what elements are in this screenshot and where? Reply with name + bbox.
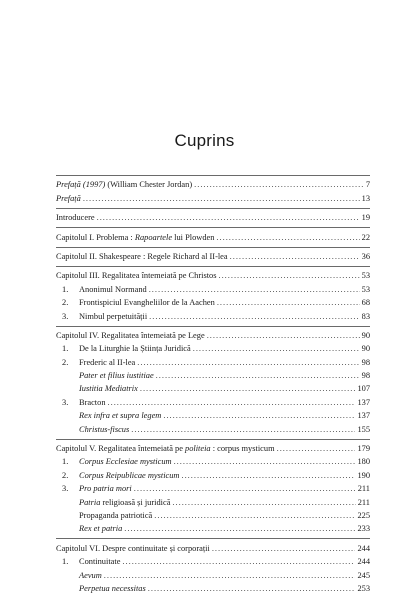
toc-entry-page: 155 [357,424,370,434]
toc-entry-title: Corpus Reipublicae mysticum [79,470,180,480]
toc-entry-page: 233 [357,524,370,534]
dot-leader [140,382,356,395]
dot-leader [108,396,356,409]
toc-entry[interactable] [56,395,370,408]
toc-entry-page: 179 [357,444,370,454]
dot-leader [124,522,355,535]
toc-entry-page: 19 [361,213,370,223]
dot-leader [122,555,355,568]
toc-entry-page: 98 [361,357,370,367]
toc-entry-label [56,269,216,282]
toc-entry-title-extra: politeia [185,444,211,454]
toc-entry-title: Introducere [56,213,95,223]
toc-entry-label [62,455,172,468]
dot-leader [163,409,355,422]
toc-entry[interactable] [56,369,370,382]
toc-entry[interactable] [56,509,370,522]
toc-entry[interactable] [56,191,370,204]
toc-entry-label [79,409,161,422]
toc-entry-title: Prefață [56,193,81,203]
toc-entry[interactable] [56,468,370,481]
dot-leader [194,178,364,191]
toc-entry-page: 244 [357,557,370,567]
toc-entry-page: 107 [357,384,370,394]
toc-entry-page: 53 [361,271,370,281]
toc-entry-label [56,231,214,244]
toc-entry-title: Iustitia Mediatrix [79,384,138,394]
toc-entry[interactable] [56,296,370,309]
toc-entry[interactable] [56,409,370,422]
toc-entry-label [79,582,146,595]
toc-entry-title-extra: Rapoartele [134,232,173,242]
toc-entry-page: 211 [357,484,370,494]
toc-entry[interactable] [56,522,370,535]
toc-entry-title: Christus-fiscus [79,424,130,434]
dot-leader [218,269,359,282]
toc-entry-title: Prefață (1997) [56,180,106,190]
dot-leader [104,569,356,582]
toc-entry-title: Pater et filius iustitiae [79,371,154,381]
toc-entry-title: Frederic al II-lea [79,357,136,367]
toc-entry-page: 137 [357,397,370,407]
toc-entry-title: Continuitate [79,557,121,567]
toc-entry-label [56,250,228,263]
dot-leader [149,283,360,296]
toc-entry-page: 225 [357,510,370,520]
dot-leader [97,211,360,224]
toc-entry-page: 36 [361,251,370,261]
toc-entry[interactable] [56,178,370,191]
toc-entry-label [79,569,102,582]
toc-entry-title-tail: : corpus mysticum [210,444,275,454]
dot-leader [181,469,355,482]
dot-leader [277,442,356,455]
toc-entry-number: 2. [62,298,69,308]
dot-leader [137,356,359,369]
dot-leader [134,482,356,495]
toc-entry-title: Capitolul II. Shakespeare : Regele Richard al II-lea [56,251,228,261]
toc-entry[interactable] [56,382,370,395]
toc-entry-number: 3. [62,484,69,494]
toc-entry-page: 83 [361,311,370,321]
dot-leader [154,509,355,522]
dot-leader [83,192,360,205]
toc-entry-label [62,296,215,309]
toc-entry-label [62,469,179,482]
toc-entry[interactable] [56,555,370,568]
dot-leader [193,342,360,355]
toc-entry-number: 2. [62,357,69,367]
dot-leader [212,542,356,555]
toc-entry-number: 2. [62,470,69,480]
toc-entry-label [62,356,135,369]
toc-entry[interactable] [56,309,370,322]
toc-entry-title: Capitolul VI. Despre continuitate și corporații [56,543,210,553]
toc-entry[interactable] [56,355,370,368]
toc-entry-title: Anonimul Normand [79,284,147,294]
toc-entry-title: De la Liturghie la Știința Juridică [79,344,191,354]
toc-entry-label [62,555,120,568]
dot-leader [172,496,355,509]
toc-entry-label [62,396,106,409]
toc-entry-title: Bracton [79,397,106,407]
toc-entry-page: 7 [365,180,370,190]
dot-leader [148,582,356,595]
toc-entry[interactable] [56,282,370,295]
toc-entry[interactable] [56,269,370,282]
toc-entry-page: 137 [357,411,370,421]
toc-entry-title: Capitolul V. Regalitatea întemeiată pe [56,444,186,454]
toc-entry-label [62,342,191,355]
toc-entry[interactable] [56,568,370,581]
toc-entry-title-extra: (William Chester Jordan) [105,180,193,190]
toc-entry-label [56,178,192,191]
toc-entry-title-tail: lui Plowden [172,232,215,242]
toc-entry-title: Rex et patria [79,524,123,534]
dot-leader [216,231,359,244]
toc-entry-page: 245 [357,570,370,580]
toc-entry-page: 90 [361,344,370,354]
spacer [56,595,370,598]
dot-leader [230,250,360,263]
toc-entry[interactable] [56,495,370,508]
dot-leader [149,310,359,323]
toc-entry-label [79,509,152,522]
toc-entry-page: 53 [361,284,370,294]
toc-entry-title: Pro patria mori [79,484,132,494]
toc-entry-title: Frontispiciul Evangheliilor de la Aachen [79,298,215,308]
toc-entry-page: 253 [357,583,370,593]
toc-entry[interactable] [56,230,370,243]
toc-entry-label [79,522,122,535]
toc-entry-title: Nimbul perpetuității [79,311,148,321]
dot-leader [156,369,360,382]
toc-entry[interactable] [56,342,370,355]
toc-entry-label [79,496,170,509]
toc-entry-number: 3. [62,311,69,321]
toc-entry-title: Capitolul IV. Regalitatea întemeiată pe Lege [56,330,205,340]
toc-entry-page: 13 [361,193,370,203]
toc-entry-number: 1. [62,457,69,467]
toc-entry-label [79,369,154,382]
toc-entry-title: Capitolul III. Regalitatea întemeiată pe Christos [56,271,217,281]
toc-entry-page: 244 [357,543,370,553]
toc-entry-label [62,310,147,323]
toc-entry[interactable] [56,442,370,455]
toc-entry-label [56,442,275,455]
toc-entry-page: 68 [361,298,370,308]
toc-entry[interactable] [56,482,370,495]
toc-entry-number: 1. [62,557,69,567]
toc-entry-title: Aevum [79,570,102,580]
toc-entry[interactable] [56,582,370,595]
toc-entry-title: Perpetua necessitas [79,583,146,593]
toc-entry-page: 90 [361,330,370,340]
toc-entry-label [79,382,138,395]
toc-entry-number: 3. [62,397,69,407]
toc-entry[interactable] [56,250,370,263]
toc-entry-label [56,329,205,342]
toc-entry-page: 22 [361,232,370,242]
dot-leader [207,329,360,342]
toc-entry-label [56,542,210,555]
toc-entry-label [62,283,147,296]
toc-entry-title: Patria [79,497,101,507]
toc-entry[interactable] [56,211,370,224]
toc-entry-label [62,482,132,495]
dot-leader [217,296,360,309]
toc-entry-title: Capitolul I. Problema : [56,232,135,242]
toc-entry[interactable] [56,422,370,435]
page-title: Cuprins [174,131,235,150]
toc-entry-number: 1. [62,284,69,294]
toc-entry[interactable] [56,455,370,468]
toc-entry-page: 98 [361,371,370,381]
toc-entry-title: Rex infra et supra legem [79,411,162,421]
toc-entry-number: 1. [62,344,69,354]
dot-leader [174,455,356,468]
toc-entry-page: 180 [357,457,370,467]
toc-entry-label [79,423,129,436]
toc-entry-title-extra: religioasă și juridică [100,497,171,507]
toc-entry-page: 211 [357,497,370,507]
toc-entry[interactable] [56,329,370,342]
toc-entry[interactable] [56,541,370,554]
toc-entry-page: 190 [357,470,370,480]
toc-entry-title: Propaganda patriotică [79,510,153,520]
toc-entry-label [56,211,95,224]
toc-entry-label [56,192,81,205]
dot-leader [131,423,355,436]
table-of-contents [56,175,370,598]
toc-entry-title: Corpus Ecclesiae mysticum [79,457,172,467]
